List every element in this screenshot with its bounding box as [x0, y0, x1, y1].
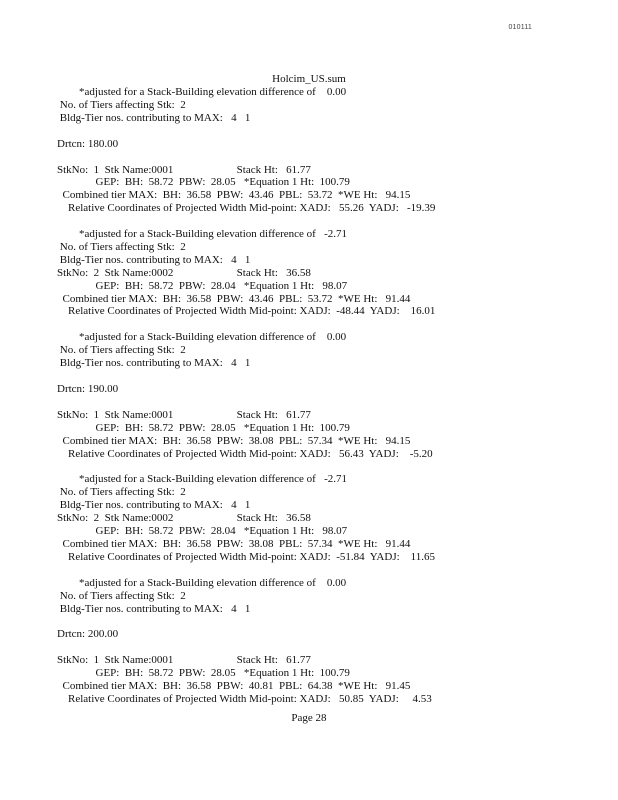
blank-line — [57, 125, 435, 138]
text-line: *adjusted for a Stack-Building elevation difference of 0.00 — [57, 576, 347, 589]
blank-line — [57, 215, 435, 228]
text-line: *adjusted for a Stack-Building elevation difference of 0.00 — [57, 331, 347, 344]
text-line: StkNo: 1 Stk Name:0001 Stack Ht: 61.77 — [57, 654, 311, 667]
text-line: No. of Tiers affecting Stk: 2 — [57, 98, 186, 111]
blank-line — [57, 564, 435, 577]
blank-line — [57, 151, 435, 164]
text-line: *adjusted for a Stack-Building elevation difference of -2.71 — [57, 228, 347, 241]
text-line: Relative Coordinates of Projected Width Mid-point: XADJ: 56.43 YADJ: -5.20 — [57, 447, 433, 460]
text-line: GEP: BH: 58.72 PBW: 28.04 *Equation 1 Ht: 98.07 — [57, 279, 348, 292]
text-line: Drtcn: 200.00 — [57, 628, 119, 641]
text-line: Bldg-Tier nos. contributing to MAX: 4 1 — [57, 253, 251, 266]
text-line: No. of Tiers affecting Stk: 2 — [57, 486, 186, 499]
text-line: Drtcn: 180.00 — [57, 137, 119, 150]
text-line: GEP: BH: 58.72 PBW: 28.05 *Equation 1 Ht: 100.79 — [57, 667, 350, 680]
blank-line — [57, 396, 435, 409]
text-line: Drtcn: 190.00 — [57, 383, 119, 396]
text-line: Combined tier MAX: BH: 36.58 PBW: 38.08 PBL: 57.34 *WE Ht: 91.44 — [57, 537, 411, 550]
text-line: Relative Coordinates of Projected Width Mid-point: XADJ: -51.84 YADJ: 11.65 — [57, 550, 436, 563]
text-line: No. of Tiers affecting Stk: 2 — [57, 241, 186, 254]
text-line: Bldg-Tier nos. contributing to MAX: 4 1 — [57, 602, 251, 615]
text-line: Bldg-Tier nos. contributing to MAX: 4 1 — [57, 357, 251, 370]
text-line: Bldg-Tier nos. contributing to MAX: 4 1 — [57, 499, 251, 512]
blank-line — [57, 370, 435, 383]
text-line: Relative Coordinates of Projected Width Mid-point: XADJ: 50.85 YADJ: 4.53 — [57, 692, 432, 705]
text-line: *adjusted for a Stack-Building elevation difference of -2.71 — [57, 473, 347, 486]
text-line: Combined tier MAX: BH: 36.58 PBW: 40.81 PBL: 64.38 *WE Ht: 91.45 — [57, 680, 411, 693]
text-line: Combined tier MAX: BH: 36.58 PBW: 38.08 PBL: 57.34 *WE Ht: 94.15 — [57, 434, 411, 447]
text-line: StkNo: 2 Stk Name:0002 Stack Ht: 36.58 — [57, 266, 311, 279]
text-line: GEP: BH: 58.72 PBW: 28.05 *Equation 1 Ht: 100.79 — [57, 176, 350, 189]
text-line: Relative Coordinates of Projected Width Mid-point: XADJ: 55.26 YADJ: -19.39 — [57, 202, 436, 215]
text-line: *adjusted for a Stack-Building elevation difference of 0.00 — [57, 86, 347, 98]
document-body — [57, 86, 435, 706]
text-line: StkNo: 1 Stk Name:0001 Stack Ht: 61.77 — [57, 408, 311, 421]
text-line: StkNo: 1 Stk Name:0001 Stack Ht: 61.77 — [57, 163, 311, 176]
blank-line — [57, 615, 435, 628]
text-line: Combined tier MAX: BH: 36.58 PBW: 43.46 PBL: 53.72 *WE Ht: 94.15 — [57, 189, 411, 202]
page-stamp: 010111 — [508, 24, 532, 31]
text-line: Relative Coordinates of Projected Width Mid-point: XADJ: -48.44 YADJ: 16.01 — [57, 305, 436, 318]
text-line: StkNo: 2 Stk Name:0002 Stack Ht: 36.58 — [57, 512, 311, 525]
document-title: Holcim_US.sum — [272, 73, 346, 85]
page-number: Page 28 — [291, 712, 327, 724]
text-line: No. of Tiers affecting Stk: 2 — [57, 344, 186, 357]
blank-line — [57, 641, 435, 654]
text-line: GEP: BH: 58.72 PBW: 28.04 *Equation 1 Ht: 98.07 — [57, 525, 348, 538]
text-line: GEP: BH: 58.72 PBW: 28.05 *Equation 1 Ht: 100.79 — [57, 421, 350, 434]
blank-line — [57, 460, 435, 473]
text-line: Combined tier MAX: BH: 36.58 PBW: 43.46 PBL: 53.72 *WE Ht: 91.44 — [57, 292, 411, 305]
text-line: No. of Tiers affecting Stk: 2 — [57, 589, 186, 602]
blank-line — [57, 318, 435, 331]
text-line: Bldg-Tier nos. contributing to MAX: 4 1 — [57, 111, 251, 124]
